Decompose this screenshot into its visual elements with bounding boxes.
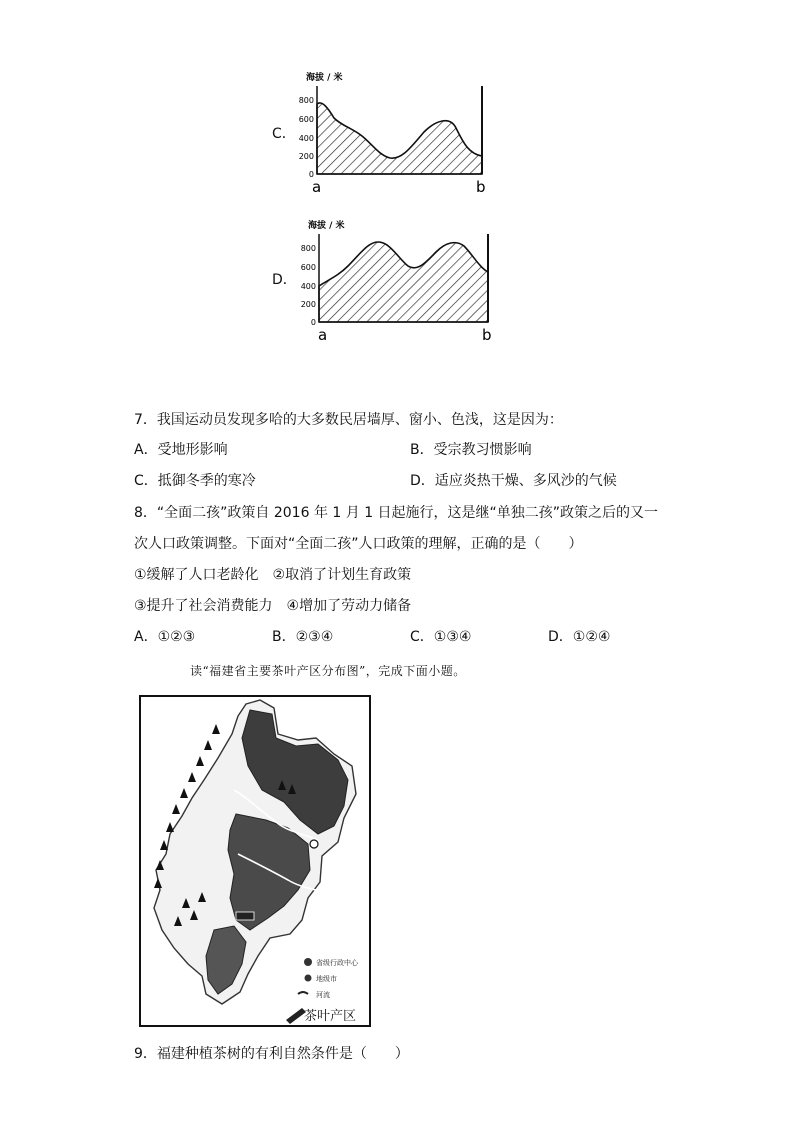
profile-d-end-b: b xyxy=(482,326,492,344)
q7-option-d: D．适应炎热干燥、多风沙的气候 xyxy=(410,473,617,489)
q8-stem-line2: 次人口政策调整。下面对“全面二孩”人口政策的理解，正确的是（ ） xyxy=(134,536,583,552)
q7-option-c: C．抵御冬季的寒冷 xyxy=(134,473,256,489)
profile-c-ylabel: 海拔 / 米 xyxy=(306,73,343,83)
map-intro: 读“福建省主要茶叶产区分布图”，完成下面小题。 xyxy=(190,664,466,678)
elevation-profile-c xyxy=(290,66,500,196)
q8-option-b: B．②③④ xyxy=(272,629,334,645)
profile-c-start-a: a xyxy=(312,178,322,196)
profile-c-ytick: 600 xyxy=(298,115,314,124)
city-marker xyxy=(310,840,318,848)
legend-capital-icon xyxy=(304,958,312,966)
profile-d-ytick: 200 xyxy=(300,300,316,309)
legend-tea-label: 茶叶产区 xyxy=(304,1009,357,1024)
q8-statements-1: ①缓解了人口老龄化 ②取消了计划生育政策 xyxy=(134,567,412,583)
legend-city-label: 地级市 xyxy=(316,975,337,983)
profile-c-ytick: 200 xyxy=(298,152,314,161)
q7-stem: 7．我国运动员发现多哈的大多数民居墙厚、窗小、色浅，这是因为： xyxy=(134,412,563,428)
fujian-tea-map xyxy=(138,694,374,1030)
profile-c-ytick: 800 xyxy=(298,96,314,105)
q7-option-b: B．受宗教习惯影响 xyxy=(410,442,532,458)
profile-d-ytick: 400 xyxy=(300,282,316,291)
profile-c-end-b: b xyxy=(476,178,486,196)
q9-stem: 9．福建种植茶树的有利自然条件是（ ） xyxy=(134,1046,409,1062)
city-marker xyxy=(236,912,254,920)
elevation-profile-d xyxy=(296,214,506,344)
q8-option-c: C．①③④ xyxy=(410,629,472,645)
option-c-label: C． xyxy=(272,126,296,142)
profile-d-terrain xyxy=(319,242,488,322)
profile-c-ytick: 400 xyxy=(298,134,314,143)
profile-d-start-a: a xyxy=(318,326,328,344)
legend-capital-label: 省级行政中心 xyxy=(316,959,358,967)
profile-d-ytick: 800 xyxy=(300,244,316,253)
profile-d-ylabel: 海拔 / 米 xyxy=(308,221,345,231)
q7-option-a: A．受地形影响 xyxy=(134,442,228,458)
profile-d-ytick: 600 xyxy=(300,263,316,272)
q8-stem-line1: 8．“全面二孩”政策自 2016 年 1 月 1 日起施行，这是继“单独二孩”政策之后的又一 xyxy=(134,505,659,521)
q8-option-a: A．①②③ xyxy=(134,629,196,645)
legend-river-label: 河流 xyxy=(316,991,330,999)
option-d-label: D． xyxy=(272,272,297,288)
legend-city-icon xyxy=(305,975,312,982)
profile-d-ytick: 0 xyxy=(310,318,316,327)
profile-c-terrain xyxy=(317,103,482,174)
q8-option-d: D．①②④ xyxy=(548,629,611,645)
q8-statements-2: ③提升了社会消费能力 ④增加了劳动力储备 xyxy=(134,598,412,614)
profile-c-ytick: 0 xyxy=(308,170,314,179)
